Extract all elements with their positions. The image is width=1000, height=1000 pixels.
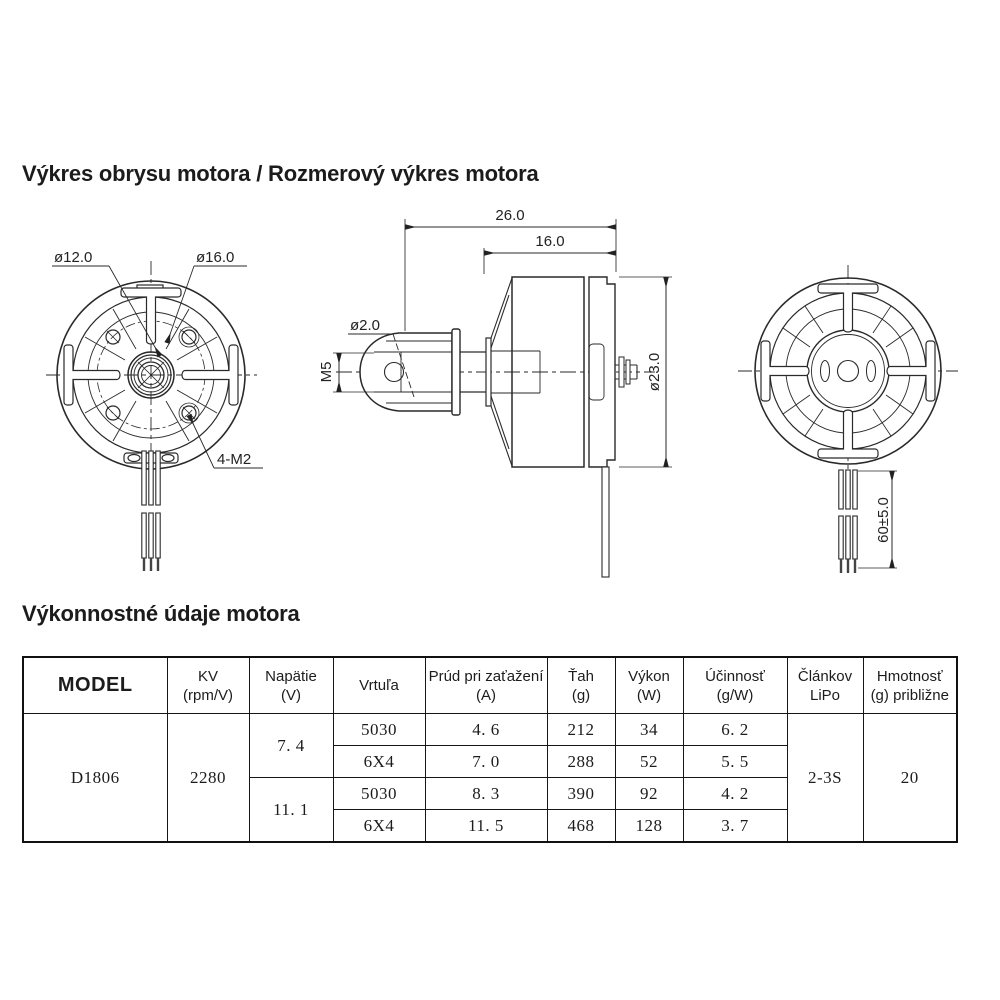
cell-efficiency: 3. 7 <box>683 810 787 843</box>
front-view <box>46 249 263 571</box>
cell-current: 4. 6 <box>425 714 547 746</box>
col-header-thrust: Ťah (g) <box>547 657 615 714</box>
cell-weight: 20 <box>863 714 957 843</box>
cell-current: 7. 0 <box>425 746 547 778</box>
cell-prop: 6X4 <box>333 810 425 843</box>
cell-voltage-7v: 7. 4 <box>249 714 333 778</box>
col-header-kv: KV (rpm/V) <box>167 657 249 714</box>
col-header-power: Výkon (W) <box>615 657 683 714</box>
side-prop-hole-dia-label: ø2.0 <box>350 317 381 334</box>
cell-model: D1806 <box>23 714 167 843</box>
col-header-model: MODEL <box>23 657 167 714</box>
motor-dimension-drawing <box>0 195 1000 595</box>
cell-efficiency: 5. 5 <box>683 746 787 778</box>
cell-thrust: 288 <box>547 746 615 778</box>
cell-prop: 5030 <box>333 778 425 810</box>
cell-power: 128 <box>615 810 683 843</box>
front-shaft-boss-dia-label: ø12.0 <box>54 249 93 266</box>
back-view <box>738 265 958 573</box>
cell-efficiency: 6. 2 <box>683 714 787 746</box>
col-header-efficiency: Účinnosť (g/W) <box>683 657 787 714</box>
cell-voltage-11v: 11. 1 <box>249 778 333 843</box>
col-header-lipo-cells: Článkov LiPo <box>787 657 863 714</box>
side-body-dia-label: ø23.0 <box>646 352 663 392</box>
col-header-weight: Hmotnosť (g) približne <box>863 657 957 714</box>
cell-thrust: 212 <box>547 714 615 746</box>
cell-power: 34 <box>615 714 683 746</box>
side-view <box>318 207 672 577</box>
performance-spec-table <box>22 656 958 843</box>
cell-lipo-cells: 2-3S <box>787 714 863 843</box>
col-header-prop: Vrtuľa <box>333 657 425 714</box>
cell-efficiency: 4. 2 <box>683 778 787 810</box>
cell-power: 52 <box>615 746 683 778</box>
drawing-section-title: Výkres obrysu motora / Rozmerový výkres motora <box>22 161 539 186</box>
performance-section-title: Výkonnostné údaje motora <box>22 601 300 626</box>
cell-thrust: 390 <box>547 778 615 810</box>
side-body-length-label: 16.0 <box>535 233 565 250</box>
cell-current: 11. 5 <box>425 810 547 843</box>
cell-prop: 6X4 <box>333 746 425 778</box>
side-shaft-thread-label: M5 <box>318 361 335 383</box>
cell-thrust: 468 <box>547 810 615 843</box>
table-row <box>23 714 957 746</box>
back-wire-length-label: 60±5.0 <box>875 497 892 543</box>
col-header-current: Prúd pri zaťažení (A) <box>425 657 547 714</box>
cell-kv: 2280 <box>167 714 249 843</box>
col-header-voltage: Napätie (V) <box>249 657 333 714</box>
side-total-length-label: 26.0 <box>495 207 525 224</box>
cell-prop: 5030 <box>333 714 425 746</box>
front-bell-hub-dia-label: ø16.0 <box>196 249 235 266</box>
header-row <box>23 657 957 714</box>
cell-current: 8. 3 <box>425 778 547 810</box>
cell-power: 92 <box>615 778 683 810</box>
front-mount-holes-label: 4-M2 <box>217 451 252 468</box>
